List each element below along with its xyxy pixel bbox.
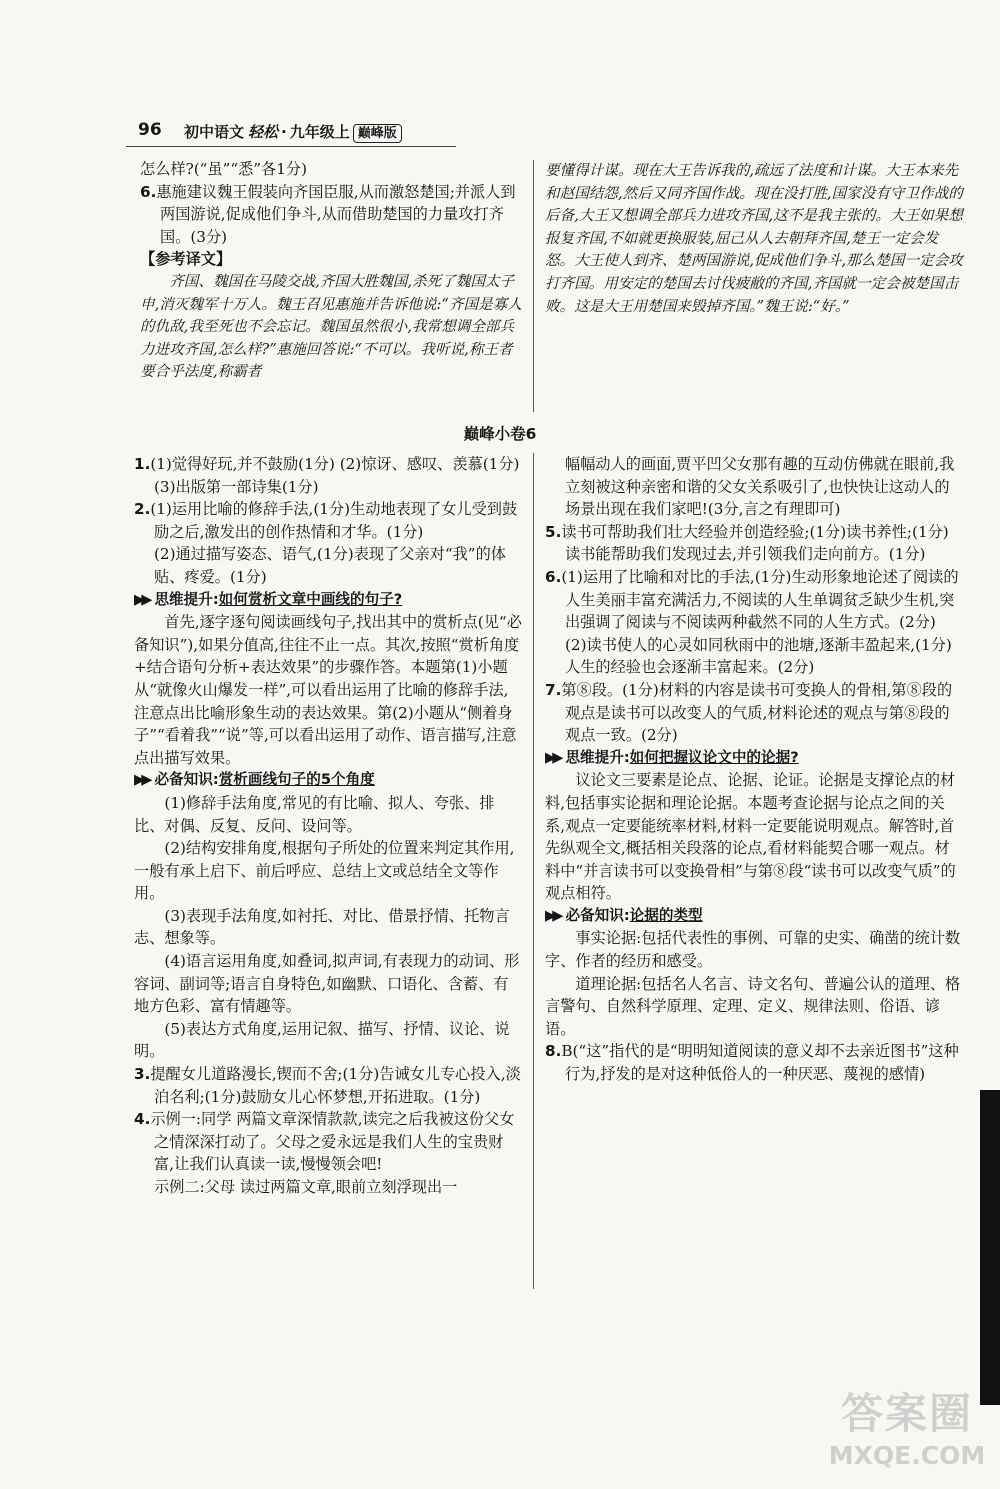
- left-column: [134, 453, 523, 1199]
- item-number: 7.: [545, 680, 562, 699]
- item-number: 3.: [134, 1065, 151, 1084]
- answer-item: [545, 1040, 963, 1085]
- double-arrow-icon: ▶▶: [545, 906, 560, 924]
- item-text: (1)运用了比喻和对比的手法,(1分)生动形象地论述了阅读的人生美丽丰富充满活力,不阅读的人生单调贫乏缺少生机,突出强调了阅读与不阅读两种截然不同的人生方式。(2分): [561, 567, 959, 632]
- section-title: 巅峰小卷6: [463, 425, 537, 443]
- tip-heading: [134, 589, 523, 612]
- double-arrow-icon: ▶▶: [134, 771, 149, 789]
- translation-text-continued: 要懂得计谋。现在大王告诉我的,疏远了法度和计谋。大王本来先和赵国结怨,然后又同齐国作战。现在没打胜,国家没有守卫作战的后备,大王又想调全部兵力进攻齐国,这不是我主张的。大王如果想报复齐国,不如就更换服装,屈己从人去朝拜齐国,楚王一定会发怒。大王使人到齐、楚两国游说,促成他们争斗,那么楚国一定会攻打齐国。用安定的楚国去讨伐疲敝的齐国,齐国就一定会被楚国击败。这是大王用楚国来毁掉齐国。”魏王说:“好。”: [545, 162, 963, 315]
- explanation-paragraph: 首先,逐字逐句阅读画线句子,找出其中的赏析点(见“必备知识”),如果分值高,往往不止一点。其次,按照“赏析角度+结合语句分析+表达效果”的步骤作答。本题第(1)小题从“就像火山爆发一样”,可以看出运用了比喻的修辞手法,注意点出比喻形象生动的表达效果。第(2)小题从“侧着身子”“看着我”“说”等,可以看出运用了动作、语言描写,注意点出描写效果。: [134, 613, 522, 767]
- answer-subitem: (2)通过描写姿态、语气,(1分)表现了父亲对“我”的体贴、疼爱。(1分): [154, 545, 506, 586]
- tip-label: 思维提升:: [565, 748, 630, 766]
- watermark: [822, 1390, 992, 1482]
- tip-heading: [545, 905, 963, 928]
- item-text: 第⑧段。(1分)材料的内容是读书可变换人的骨相,第⑧段的观点是读书可以改变人的气质,材料论述的观点与第⑧段的观点一致。(2分): [561, 680, 953, 745]
- item-text: (1)觉得好玩,并不鼓励(1分) (2)惊讶、感叹、羡慕(1分) (3)出版第一部诗集(1分): [150, 455, 520, 496]
- tip-label: 必备知识:: [565, 906, 630, 924]
- book-title: 初中语文 轻松 · 九年级上 巅峰版: [184, 121, 402, 143]
- page-edge-tab: [980, 1090, 1000, 1405]
- tip-title: 赏析画线句子的5个角度: [218, 771, 375, 789]
- header-rule: [126, 146, 456, 147]
- item-text: (1)运用比喻的修辞手法,(1分)生动地表现了女儿受到鼓励之后,激发出的创作热情和才华。(1分): [150, 500, 518, 541]
- answer-item: [134, 453, 523, 498]
- answer-subitem: (2)读书使人的心灵如同秋雨中的池塘,逐渐丰盈起来,(1分)人生的经验也会逐渐丰富起来。(2分): [565, 635, 952, 677]
- page-number: 96: [138, 120, 162, 140]
- item-text: 惠施建议魏王假装向齐国臣服,从而激怒楚国;并派人到两国游说,促成他们争斗,从而借助楚国的力量攻打齐国。(3分): [156, 182, 516, 246]
- explanation-paragraph: (3)表现手法角度,如衬托、对比、借景抒情、托物言志、想象等。: [134, 906, 510, 948]
- tip-title: 论据的类型: [629, 906, 703, 924]
- answer-item: [134, 498, 523, 543]
- tip-label: 思维提升:: [154, 590, 219, 608]
- tip-label: 必备知识:: [154, 771, 219, 789]
- column-divider-top: [533, 160, 534, 412]
- tip-title: 如何把握议论文中的论据?: [629, 748, 799, 766]
- answer-subitem: 示例二:父母 读过两篇文章,眼前立刻浮现出一: [154, 1178, 458, 1196]
- right-column: [545, 453, 963, 1086]
- watermark-url: MXQE.COM: [828, 1441, 986, 1470]
- grade-label: 九年级上: [289, 123, 350, 141]
- explanation-paragraph: 议论文三要素是论点、论据、论证。论据是支撑论点的材料,包括事实论据和理论论据。本题考查论据与论点之间的关系,观点一定要能统率材料,材料一定要能说明观点。解答时,首先纵观全文,概括相关段落的论点,看材料能契合哪一观点。材料中“并言读书可以变换骨相”与第⑧段“读书可以改变气质”的观点相符。: [545, 771, 956, 903]
- answer-item: [134, 1108, 523, 1176]
- item-number: 1.: [134, 455, 151, 473]
- item-number: 5.: [545, 522, 562, 541]
- double-arrow-icon: ▶▶: [134, 590, 149, 608]
- tip-heading: [134, 769, 523, 792]
- column-divider: [533, 453, 534, 1289]
- reference-translation-heading: 【参考译文】: [140, 250, 232, 269]
- watermark-logo: 答案圈: [840, 1389, 973, 1438]
- explanation-paragraph: 事实论据:包括代表性的事例、可靠的史实、确凿的统计数字、作者的经历和感受。: [545, 929, 961, 971]
- top-right-column: [545, 160, 963, 318]
- explanation-paragraph: (1)修辞手法角度,常见的有比喻、拟人、夸张、排比、对偶、反复、反问、设问等。: [134, 793, 495, 835]
- explanation-paragraph: (4)语言运用角度,如叠词,拟声词,有表现力的动词、形容词、副词等;语言自身特色,如幽默、口语化、含蓄、有地方色彩、富有情趣等。: [134, 952, 520, 1016]
- item-number: 8.: [545, 1042, 562, 1061]
- item-text: B(“这”指代的是“明明知道阅读的意义却不去亲近图书”这种行为,抒发的是对这种低俗人的一种厌恶、蔑视的感情): [561, 1042, 959, 1084]
- item-text: 读书可帮助我们壮大经验并创造经验;(1分)读书养性;(1分)读书能帮助我们发现过去,并引领我们走向前方。(1分): [561, 522, 949, 564]
- answer-subitem: 幅幅动人的画面,贾平凹父女那有趣的互动仿佛就在眼前,我立刻被这种亲密和谐的父女关系吸引了,也快快让这动人的场景出现在我们家吧!(3分,言之有理即可): [565, 455, 955, 519]
- continued-text: 怎么样?(“虽”“悉”各1分): [140, 160, 308, 178]
- top-left-column: [140, 158, 522, 384]
- answer-item: [545, 679, 963, 747]
- page-header: [126, 118, 456, 146]
- item-number: 4.: [134, 1110, 151, 1129]
- item-text: 提醒女儿道路漫长,锲而不舍;(1分)告诫女儿专心投入,淡泊名利;(1分)鼓励女儿心怀梦想,开拓进取。(1分): [150, 1065, 521, 1106]
- answer-item: [140, 181, 522, 249]
- edition-badge: 巅峰版: [353, 124, 402, 143]
- answer-item: [545, 566, 963, 634]
- double-arrow-icon: ▶▶: [545, 748, 560, 766]
- item-number: 6.: [545, 567, 562, 586]
- item-number: 6.: [140, 182, 157, 201]
- tip-heading: [545, 747, 963, 770]
- explanation-paragraph: (5)表达方式角度,运用记叙、描写、抒情、议论、说明。: [134, 1019, 510, 1061]
- series-logo: 轻松: [248, 123, 279, 141]
- tip-title: 如何赏析文章中画线的句子?: [218, 590, 403, 608]
- answer-item: [134, 1063, 523, 1108]
- explanation-paragraph: (2)结构安排角度,根据句子所处的位置来判定其作用,一般有承上启下、前后呼应、总结上文或总结全文等作用。: [134, 839, 515, 903]
- answer-item: [545, 521, 963, 566]
- item-text: 示例一:同学 两篇文章深情款款,读完之后我被这份父女之情深深打动了。父母之爱永远是我们人生的宝贵财富,让我们认真读一读,慢慢领会吧!: [150, 1110, 515, 1174]
- item-number: 2.: [134, 500, 151, 519]
- explanation-paragraph: 道理论据:包括名人名言、诗文名句、普遍公认的道理、格言警句、自然科学原理、定理、定义、规律法则、俗语、谚语。: [545, 974, 961, 1038]
- translation-text: 齐国、魏国在马陵交战,齐国大胜魏国,杀死了魏国太子申,消灭魏军十万人。魏王召见惠施并告诉他说:“齐国是寡人的仇敌,我至死也不会忘记。魏国虽然很小,我常想调全部兵力进攻齐国,怎么样?”惠施回答说:“不可以。我听说,称王者要合乎法度,称霸者: [140, 272, 522, 381]
